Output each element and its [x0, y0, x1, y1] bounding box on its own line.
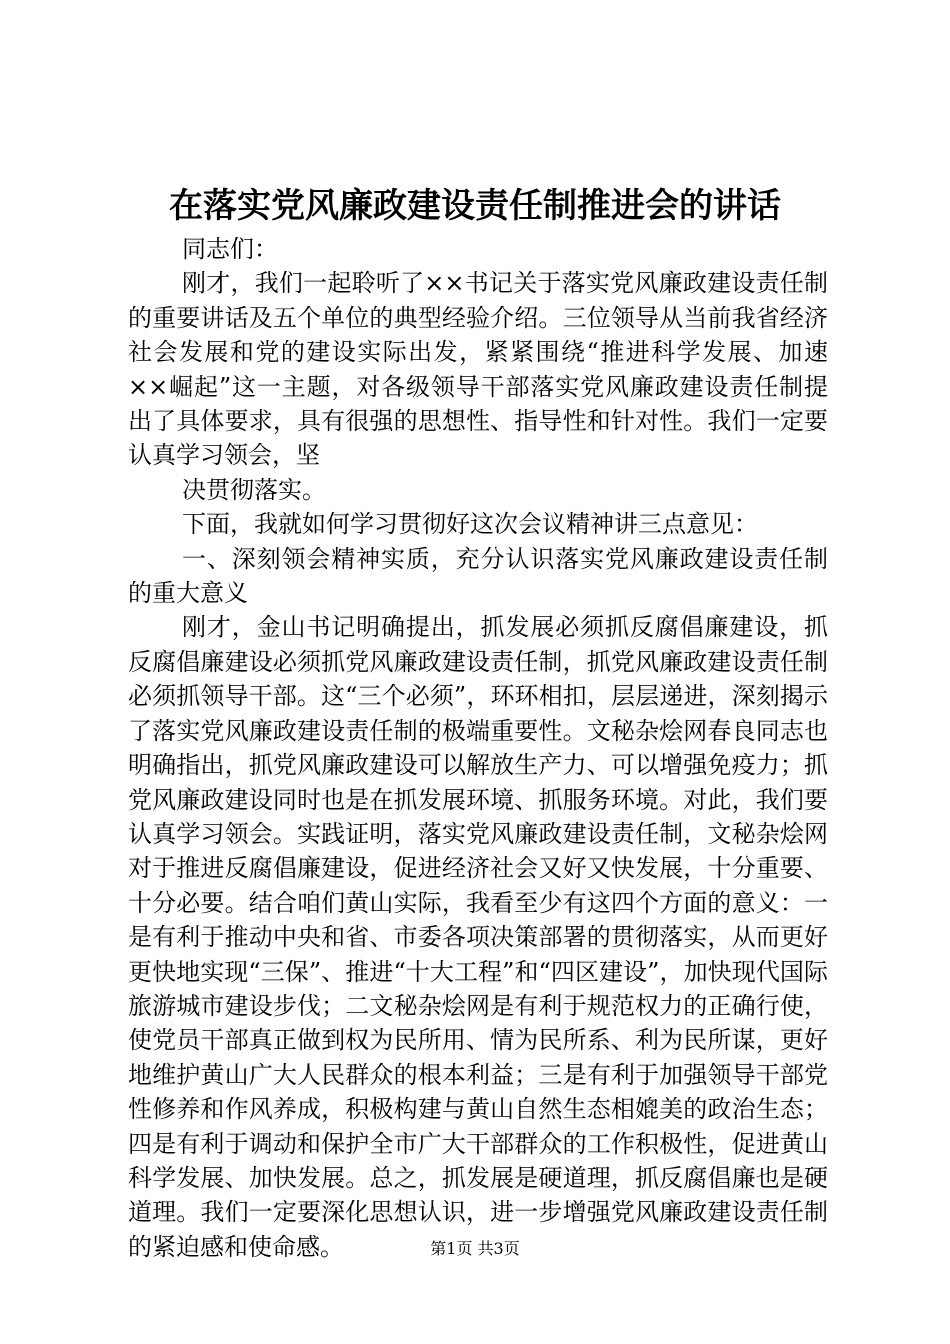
document-title: 在落实党风廉政建设责任制推进会的讲话: [169, 186, 781, 226]
document-body: [128, 232, 828, 1264]
section-1-body-paragraph: 刚才，金山书记明确提出，抓发展必须抓反腐倡廉建设，抓反腐倡廉建设必须抓党风廉政建设责任制，抓党风廉政建设责任制必须抓领导干部。这“三个必须”，环环相扣，层层递进，深刻揭示了落实党风廉政建设责任制的极端重要性。文秘杂烩网春良同志也明确指出，抓党风廉政建设可以解放生产力、可以增强免疫力；抓党风廉政建设同时也是在抓发展环境、抓服务环境。对此，我们要认真学习领会。实践证明，落实党风廉政建设责任制，文秘杂烩网对于推进反腐倡廉建设，促进经济社会又好又快发展，十分重要、十分必要。结合咱们黄山实际，我看至少有这四个方面的意义：一是有利于推动中央和省、市委各项决策部署的贯彻落实，从而更好更快地实现“三保”、推进“十大工程”和“四区建设”，加快现代国际旅游城市建设步伐；二文秘杂烩网是有利于规范权力的正确行使，使党员干部真正做到权为民所用、情为民所系、利为民所谋，更好地维护黄山广大人民群众的根本利益；三是有利于加强领导干部党性修养和作风养成，积极构建与黄山自然生态相媲美的政治生态；四是有利于调动和保护全市广大干部群众的工作积极性，促进黄山科学发展、加快发展。总之，抓发展是硬道理，抓反腐倡廉也是硬道理。我们一定要深化思想认识，进一步增强党风廉政建设责任制的紧迫感和使命感。: [128, 613, 828, 1261]
page-number-footer: 第1页 共3页: [430, 1239, 520, 1258]
continuation-paragraph: 决贯彻落实。: [182, 475, 326, 504]
salutation-paragraph: 同志们：: [182, 235, 278, 263]
intro-paragraph: 下面，我就如何学习贯彻好这次会议精神讲三点意见：: [182, 510, 758, 539]
section-heading-1: 一、深刻领会精神实质，充分认识落实党风廉政建设责任制的重大意义: [128, 544, 828, 608]
opening-paragraph: 刚才，我们一起聆听了××书记关于落实党风廉政建设责任制的重要讲话及五个单位的典型经验介绍。三位领导从当前我省经济社会发展和党的建设实际出发，紧紧围绕“推进科学发展、加速××崛起”这一主题，对各级领导干部落实党风廉政建设责任制提出了具体要求，具有很强的思想性、指导性和针对性。我们一定要认真学习领会，坚: [128, 269, 828, 470]
